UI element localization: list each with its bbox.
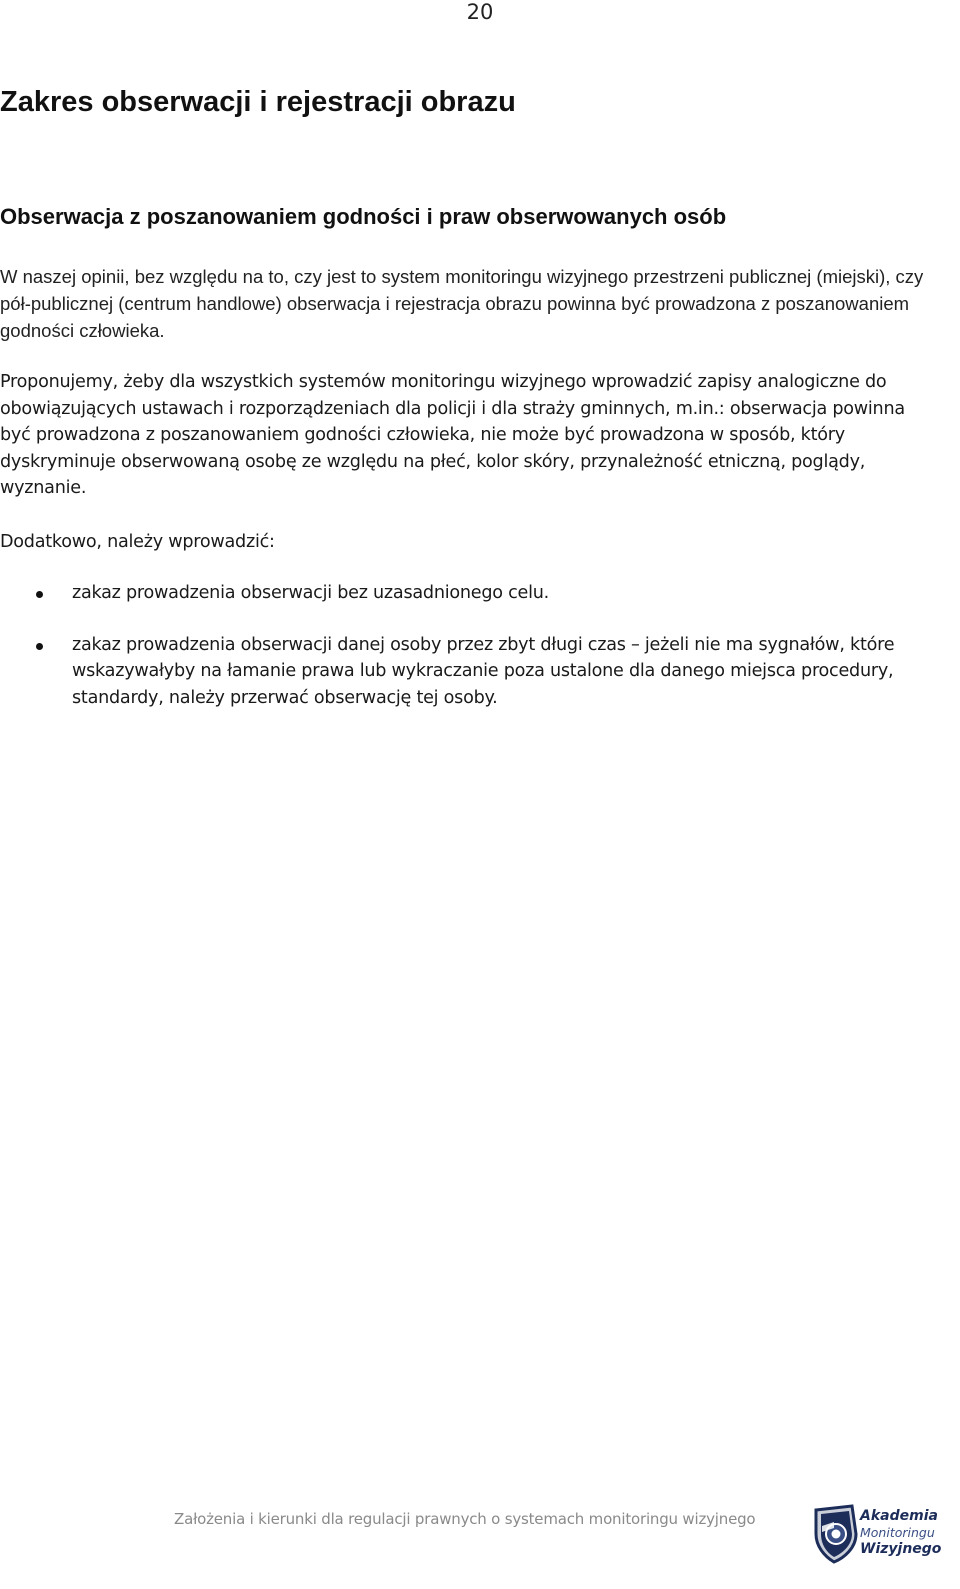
page-number: 20 <box>466 0 494 24</box>
logo <box>812 1504 950 1564</box>
logo-text-line3: Wizyjnego <box>860 1541 942 1557</box>
logo-text-line2: Monitoringu <box>860 1525 935 1540</box>
list-item-text: zakaz prowadzenia obserwacji danej osoby przez zbyt długi czas – jeżeli nie ma sygnałów, które wskazywałyby na łamanie prawa lub wykraczanie poza ustalone dla danego miejsca procedury, standardy, należy przerwać obserwację tej osoby. <box>72 634 895 708</box>
bullet-icon <box>36 591 43 598</box>
page-title: Zakres obserwacji i rejestracji obrazu <box>0 86 516 118</box>
logo-text-line1: Akademia <box>860 1508 938 1524</box>
section-title: Obserwacja z poszanowaniem godności i praw obserwowanych osób <box>0 204 727 229</box>
list-item <box>0 632 930 712</box>
footer-text: Założenia i kierunki dla regulacji prawnych o systemach monitoringu wizyjnego <box>174 1510 756 1528</box>
list-item <box>0 580 930 607</box>
proposal-paragraph: Proponujemy, żeby dla wszystkich systemów monitoringu wizyjnego wprowadzić zapisy analogiczne do obowiązujących ustawach i rozporządzeniach dla policji i dla straży gminnych, m.in.: obserwacja powinna być prowadzona z poszanowaniem godności człowieka, nie może być prowadzona w sposób, który dyskryminuje obserwowaną osobę ze względu na płeć, kolor skóry, przynależność etniczną, poglądy, wyznanie. <box>0 372 905 498</box>
bullet-icon <box>36 643 43 650</box>
list-item-text: zakaz prowadzenia obserwacji bez uzasadnionego celu. <box>72 583 549 603</box>
additional-intro: Dodatkowo, należy wprowadzić: <box>0 532 275 552</box>
bullet-list <box>0 580 930 736</box>
shield-camera-icon <box>812 1504 860 1564</box>
intro-paragraph: W naszej opinii, bez względu na to, czy jest to system monitoringu wizyjnego przestrzeni publicznej (miejski), czy pół-publicznej (centrum handlowe) obserwacja i rejestracja obrazu powinna być prowadzona z poszanowaniem godności człowieka. <box>0 266 924 341</box>
